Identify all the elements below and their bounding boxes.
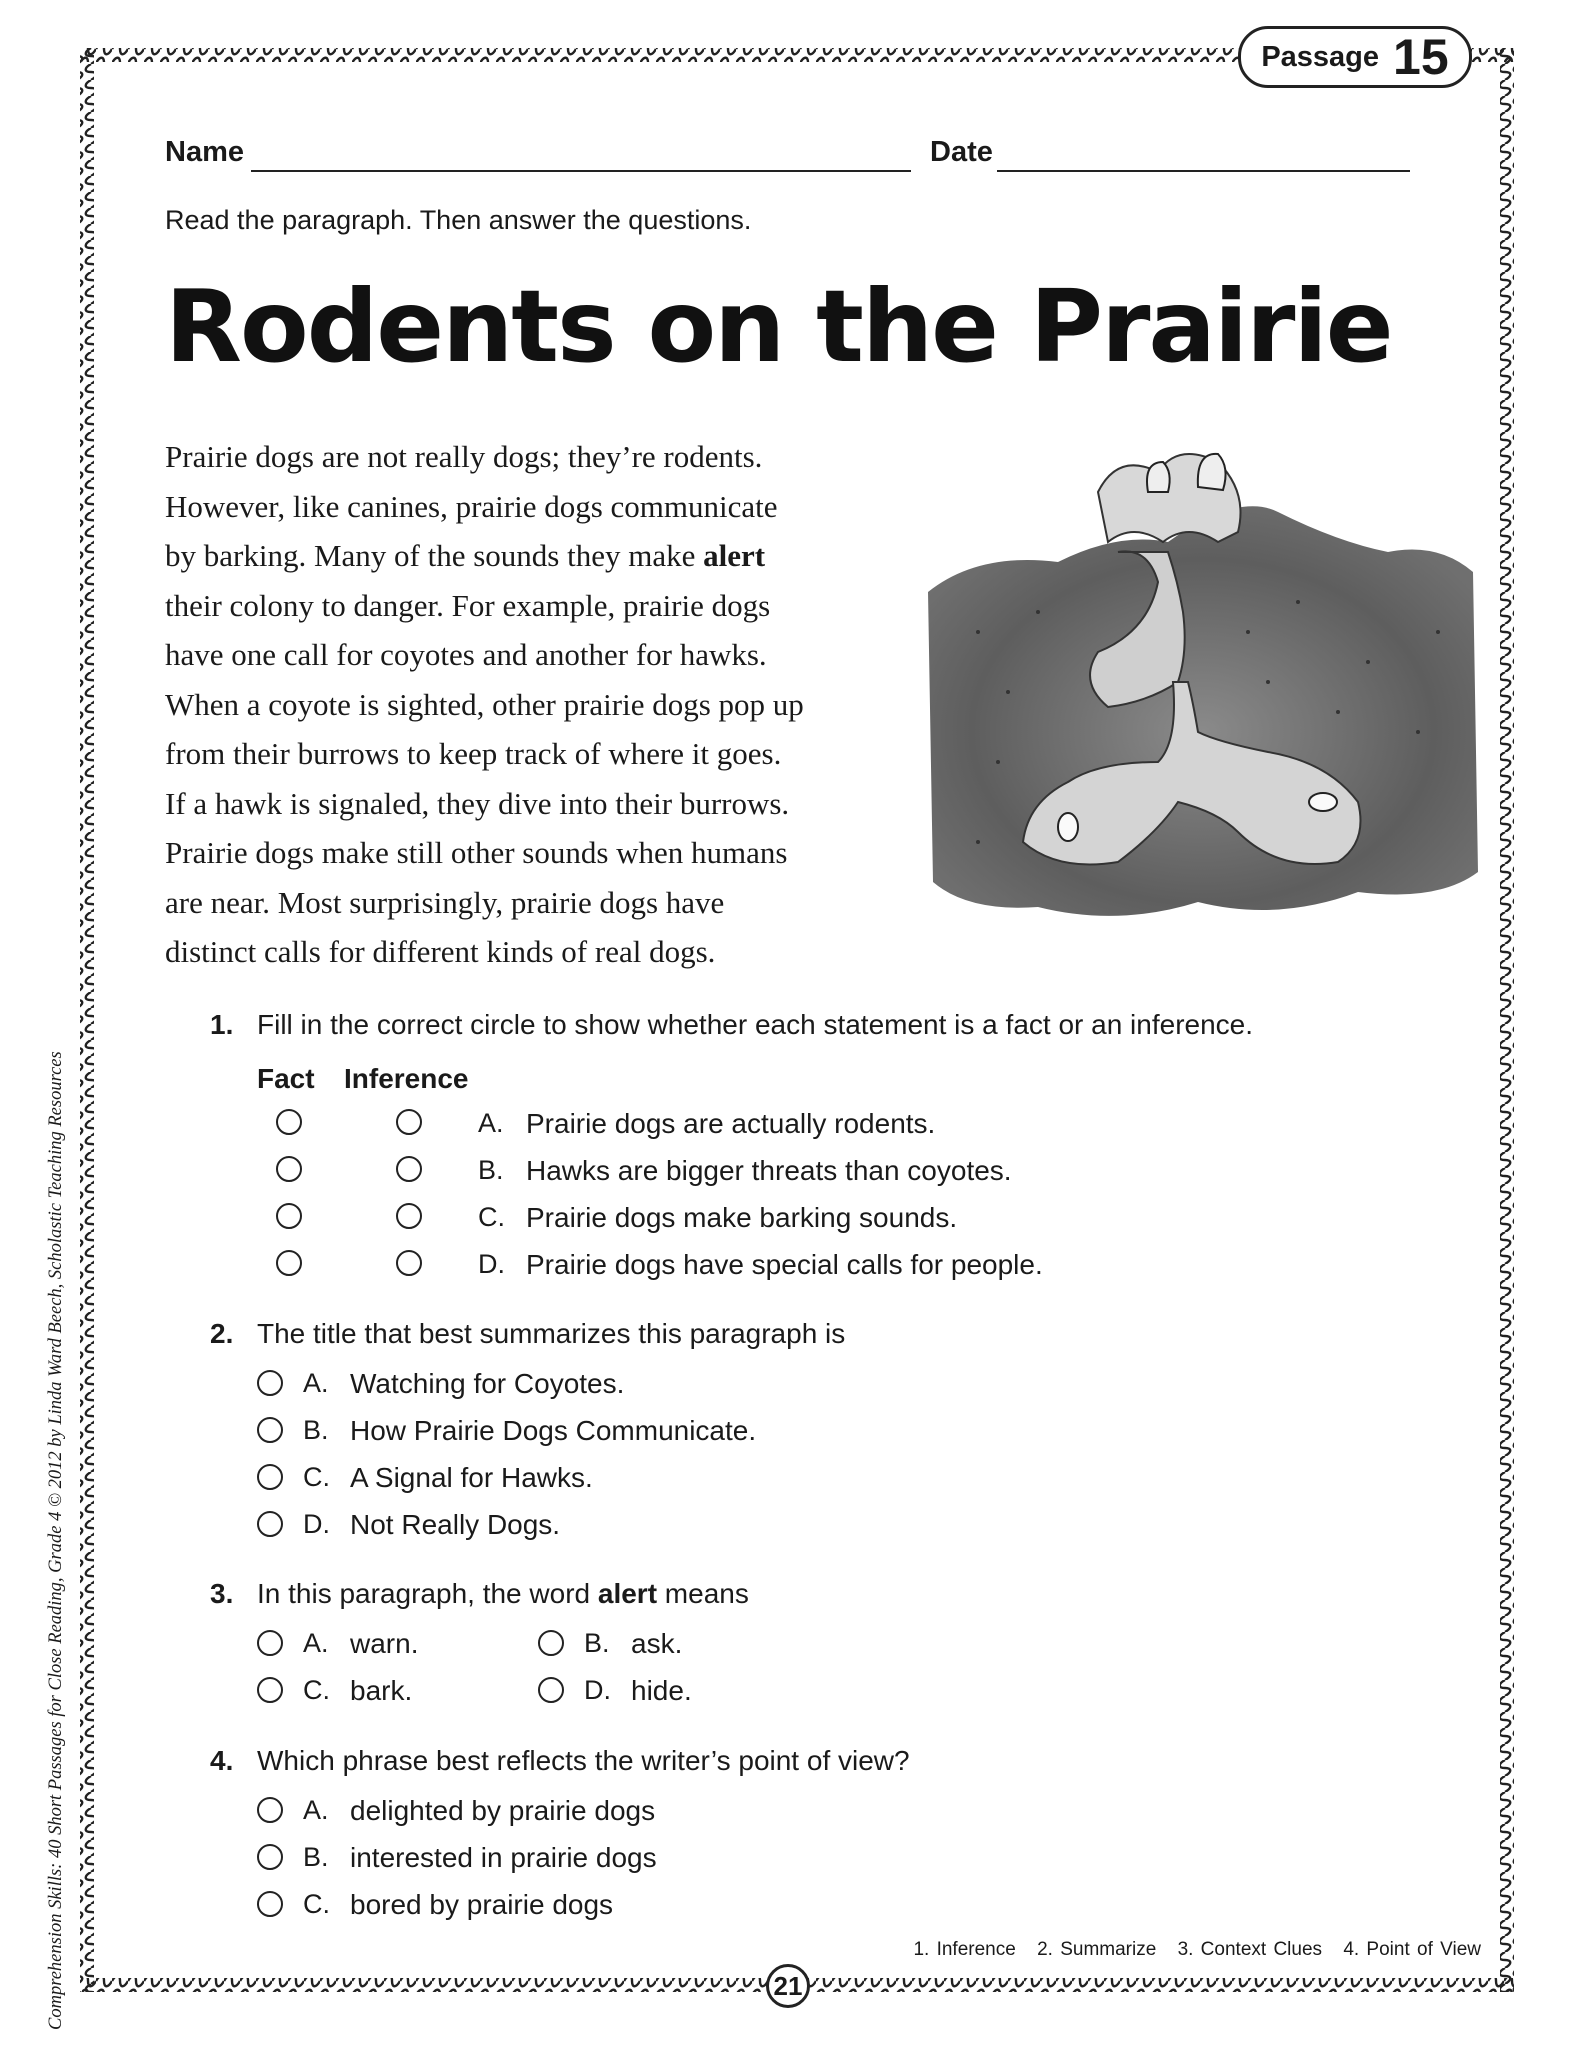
passage-label: Passage bbox=[1261, 40, 1380, 73]
name-field[interactable] bbox=[251, 136, 911, 172]
q1-d-text: Prairie dogs have special calls for people. bbox=[526, 1249, 1043, 1280]
q2-d-text: Not Really Dogs. bbox=[350, 1509, 561, 1540]
q2-text: The title that best summarizes this paragraph is bbox=[257, 1318, 846, 1349]
q2-c-text: A Signal for Hawks. bbox=[350, 1462, 593, 1493]
paragraph-line: from their burrows to keep track of where it goes. bbox=[165, 736, 782, 771]
q4-c-letter: C. bbox=[303, 1889, 330, 1919]
prairie-dog-burrow-illustration bbox=[918, 432, 1483, 952]
q2-b-text: How Prairie Dogs Communicate. bbox=[350, 1415, 757, 1446]
q2-a-letter: A. bbox=[303, 1368, 329, 1398]
paragraph-line: their colony to danger. For example, prairie dogs bbox=[165, 587, 771, 623]
q4-b-letter: B. bbox=[303, 1842, 329, 1872]
paragraph-line: Prairie dogs are not really dogs; they’re rodents. bbox=[165, 439, 763, 474]
instruction: Read the paragraph. Then answer the questions. bbox=[165, 205, 752, 235]
q3-bold-word: alert bbox=[597, 1578, 658, 1609]
q3-d-letter: D. bbox=[584, 1675, 611, 1705]
q1-c-inference-radio[interactable] bbox=[396, 1203, 422, 1229]
skill-item: 2. Summarize bbox=[1037, 1939, 1157, 1960]
q3-b-radio[interactable] bbox=[538, 1630, 564, 1656]
q2-c-letter: C. bbox=[303, 1462, 330, 1492]
page-title: Rodents on the Prairie bbox=[165, 268, 1392, 385]
q1-b-inference-radio[interactable] bbox=[396, 1156, 422, 1182]
q3-c-text: bark. bbox=[350, 1675, 413, 1706]
q1-d-letter: D. bbox=[478, 1249, 505, 1279]
page-number: 21 bbox=[766, 1964, 810, 2008]
q2-a-text: Watching for Coyotes. bbox=[350, 1368, 625, 1399]
q2-b-letter: B. bbox=[303, 1415, 329, 1445]
q4-c-text: bored by prairie dogs bbox=[350, 1889, 614, 1920]
q1-a-text: Prairie dogs are actually rodents. bbox=[526, 1108, 936, 1139]
skills-list bbox=[899, 1939, 1481, 1961]
paragraph-line: distinct calls for different kinds of real dogs. bbox=[165, 934, 716, 969]
q1-text: Fill in the correct circle to show whether each statement is a fact or an inference. bbox=[257, 1009, 1254, 1040]
passage-number: 15 bbox=[1393, 29, 1449, 85]
q4-a-radio[interactable] bbox=[257, 1797, 283, 1823]
q1-a-inference-radio[interactable] bbox=[396, 1109, 422, 1135]
q2-d-letter: D. bbox=[303, 1509, 330, 1539]
name-date-row bbox=[165, 136, 1410, 176]
date-label: Date bbox=[930, 136, 993, 168]
q1-c-text: Prairie dogs make barking sounds. bbox=[526, 1202, 958, 1233]
q1-b-text: Hawks are bigger threats than coyotes. bbox=[526, 1155, 1012, 1186]
q3-c-radio[interactable] bbox=[257, 1677, 283, 1703]
q4-b-text: interested in prairie dogs bbox=[350, 1842, 657, 1873]
q1-a-letter: A. bbox=[478, 1108, 504, 1138]
q3-b-letter: B. bbox=[584, 1628, 610, 1658]
bold-word: alert bbox=[703, 538, 766, 573]
q1-number: 1. bbox=[210, 1009, 234, 1040]
passage-paragraph bbox=[165, 432, 895, 977]
q1-d-inference-radio[interactable] bbox=[396, 1250, 422, 1276]
paragraph-line bbox=[165, 531, 895, 581]
q1-b-fact-radio[interactable] bbox=[276, 1156, 302, 1182]
skill-item: 1. Inference bbox=[913, 1939, 1016, 1960]
fact-column-header: Fact bbox=[257, 1063, 315, 1094]
q4-c-radio[interactable] bbox=[257, 1891, 283, 1917]
q1-a-fact-radio[interactable] bbox=[276, 1109, 302, 1135]
q4-text: Which phrase best reflects the writer’s point of view? bbox=[257, 1745, 910, 1776]
copyright-note: Comprehension Skills: 40 Short Passages for Close Reading, Grade 4 © 2012 by Linda Ward Beech, Scholastic Teaching Resources bbox=[46, 1051, 66, 2030]
paragraph-line-text: by barking. Many of the sounds they make bbox=[165, 538, 704, 573]
q3-a-radio[interactable] bbox=[257, 1630, 283, 1656]
paragraph-line: Prairie dogs make still other sounds when humans bbox=[165, 835, 788, 870]
q1-c-letter: C. bbox=[478, 1202, 505, 1232]
inference-column-header: Inference bbox=[344, 1063, 469, 1094]
paragraph-line: If a hawk is signaled, they dive into their burrows. bbox=[165, 785, 790, 821]
q2-d-radio[interactable] bbox=[257, 1511, 283, 1537]
q3-b-text: ask. bbox=[631, 1628, 683, 1659]
skill-item: 4. Point of View bbox=[1343, 1939, 1481, 1960]
passage-badge bbox=[1238, 26, 1472, 88]
q3-d-text: hide. bbox=[631, 1675, 692, 1706]
q3-c-letter: C. bbox=[303, 1675, 330, 1705]
name-label: Name bbox=[165, 136, 244, 168]
q1-c-fact-radio[interactable] bbox=[276, 1203, 302, 1229]
q4-a-letter: A. bbox=[303, 1795, 329, 1825]
date-field[interactable] bbox=[997, 136, 1410, 172]
q3-number: 3. bbox=[210, 1578, 234, 1609]
skill-item: 3. Context Clues bbox=[1177, 1939, 1323, 1960]
q4-a-text: delighted by prairie dogs bbox=[350, 1795, 656, 1826]
q2-number: 2. bbox=[210, 1318, 234, 1349]
paragraph-line: When a coyote is sighted, other prairie dogs pop up bbox=[165, 686, 804, 722]
q1-d-fact-radio[interactable] bbox=[276, 1250, 302, 1276]
q2-c-radio[interactable] bbox=[257, 1464, 283, 1490]
q3-a-letter: A. bbox=[303, 1628, 329, 1658]
q3-d-radio[interactable] bbox=[538, 1677, 564, 1703]
paragraph-line: are near. Most surprisingly, prairie dogs have bbox=[165, 884, 725, 920]
q3-text-before: In this paragraph, the word bbox=[257, 1578, 598, 1609]
q4-number: 4. bbox=[210, 1745, 234, 1776]
paragraph-line: However, like canines, prairie dogs communicate bbox=[165, 488, 778, 524]
q1-b-letter: B. bbox=[478, 1155, 504, 1185]
q3-text-after: means bbox=[657, 1578, 749, 1609]
q2-b-radio[interactable] bbox=[257, 1417, 283, 1443]
q2-a-radio[interactable] bbox=[257, 1370, 283, 1396]
q3-text bbox=[257, 1578, 749, 1610]
q3-a-text: warn. bbox=[350, 1628, 419, 1659]
paragraph-line: have one call for coyotes and another for hawks. bbox=[165, 637, 767, 672]
q4-b-radio[interactable] bbox=[257, 1844, 283, 1870]
